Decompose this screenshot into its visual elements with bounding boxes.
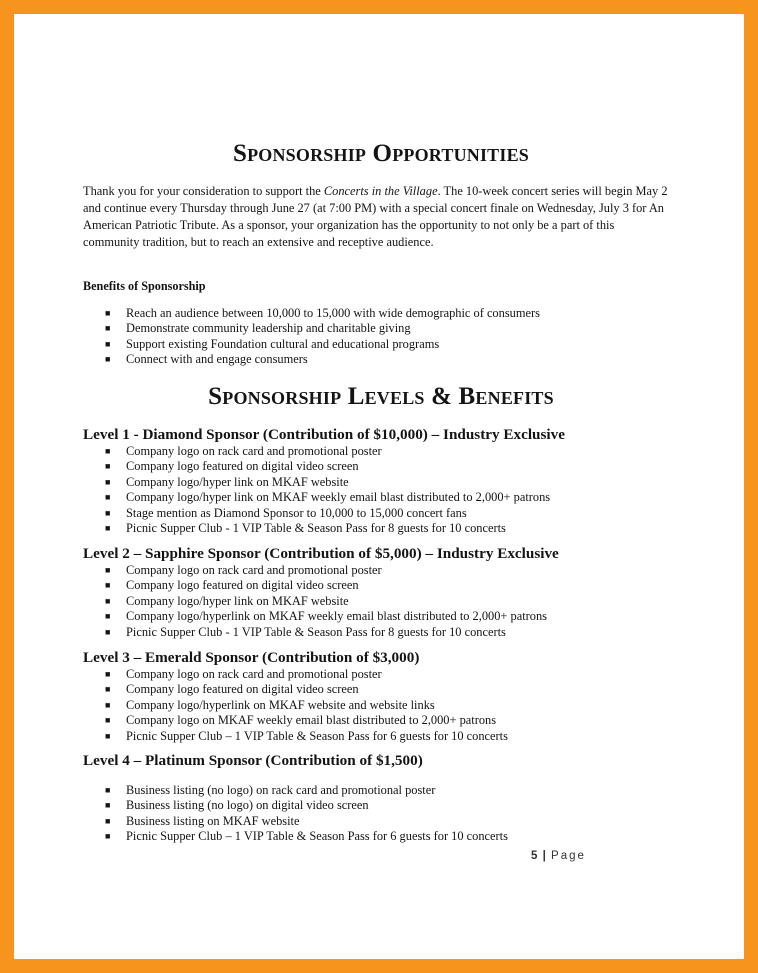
list-item [83,667,683,682]
list-item [83,798,683,813]
list-item [83,444,683,459]
list-item [83,814,683,829]
benefits-list [83,306,683,368]
square-bullet-icon: ■ [105,669,111,679]
list-item-text: Demonstrate community leadership and charitable giving [126,321,411,336]
square-bullet-icon: ■ [105,626,111,637]
list-item [83,682,683,697]
square-bullet-icon: ■ [105,831,111,842]
list-item-text: Picnic Supper Club - 1 VIP Table & Season Pass for 8 guests for 10 concerts [126,624,506,639]
list-item [83,713,683,728]
list-item-text: Picnic Supper Club - 1 VIP Table & Season Pass for 8 guests for 10 concerts [126,521,506,536]
list-item [83,490,683,505]
list-item-text: Company logo featured on digital video screen [126,578,359,593]
event-name: Concerts in the Village [323,184,438,198]
footer-separator: | [542,850,546,862]
list-item [83,594,683,609]
level-4-heading: Level 4 – Platinum Sponsor (Contribution of $1,500) [83,752,423,769]
level-2-list [83,563,683,640]
list-item-text: Company logo/hyper link on MKAF website [126,593,349,608]
square-bullet-icon: ■ [105,308,111,318]
square-bullet-icon: ■ [105,523,111,534]
levels-title: Sponsorship Levels & Benefits [208,383,554,410]
list-item-text: Company logo/hyper link on MKAF weekly email blast distributed to 2,000+ patrons [126,490,551,505]
list-item-text: Company logo featured on digital video screen [126,459,359,474]
list-item [83,563,683,578]
list-item [83,729,683,744]
list-item-text: Company logo on rack card and promotional poster [126,563,382,577]
square-bullet-icon: ■ [105,611,111,622]
list-item [83,578,683,593]
square-bullet-icon: ■ [105,354,111,365]
square-bullet-icon: ■ [105,715,111,726]
intro-paragraph [83,183,668,251]
square-bullet-icon: ■ [105,446,111,456]
square-bullet-icon: ■ [105,338,111,349]
list-item-text: Business listing (no logo) on rack card and promotional poster [126,783,436,797]
level-4-list [83,783,683,845]
square-bullet-icon: ■ [105,323,111,334]
list-item-text: Picnic Supper Club – 1 VIP Table & Season Pass for 6 guests for 10 concerts [126,829,508,844]
list-item-text: Company logo/hyperlink on MKAF weekly email blast distributed to 2,000+ patrons [126,609,547,624]
square-bullet-icon: ■ [105,815,111,826]
list-item [83,306,683,321]
list-item-text: Company logo on MKAF weekly email blast distributed to 2,000+ patrons [126,713,497,728]
level-3-list [83,667,683,744]
square-bullet-icon: ■ [105,800,111,811]
square-bullet-icon: ■ [105,565,111,575]
list-item [83,506,683,521]
list-item [83,829,683,844]
page-number: 5 [531,850,538,862]
list-item [83,337,683,352]
list-item-text: Support existing Foundation cultural and educational programs [126,336,440,351]
page-footer [531,850,586,862]
square-bullet-icon: ■ [105,507,111,518]
list-item-text: Business listing on MKAF website [126,813,300,828]
square-bullet-icon: ■ [105,461,111,472]
list-item-text: Business listing (no logo) on digital video screen [126,798,369,813]
square-bullet-icon: ■ [105,492,111,503]
list-item-text: Connect with and engage consumers [126,352,308,367]
square-bullet-icon: ■ [105,730,111,741]
list-item [83,698,683,713]
list-item-text: Company logo featured on digital video screen [126,682,359,697]
list-item-text: Picnic Supper Club – 1 VIP Table & Season Pass for 6 guests for 10 concerts [126,728,508,743]
benefits-heading: Benefits of Sponsorship [83,279,206,293]
list-item-text: Stage mention as Diamond Sponsor to 10,000 to 15,000 concert fans [126,505,467,520]
list-item [83,609,683,624]
page-title: Sponsorship Opportunities [232,140,529,167]
level-1-list [83,444,683,536]
level-2-heading: Level 2 – Sapphire Sponsor (Contribution of $5,000) – Industry Exclusive [83,545,559,562]
level-3-heading: Level 3 – Emerald Sponsor (Contribution of $3,000) [83,649,420,666]
list-item-text: Company logo on rack card and promotional poster [126,444,382,458]
page-label: Page [551,850,586,862]
list-item-text: Company logo/hyper link on MKAF website [126,474,349,489]
list-item [83,625,683,640]
square-bullet-icon: ■ [105,476,111,487]
list-item [83,321,683,336]
list-item [83,475,683,490]
level-1-heading: Level 1 - Diamond Sponsor (Contribution of $10,000) – Industry Exclusive [83,426,565,443]
intro-text-before: Thank you for your consideration to support the [83,184,324,198]
square-bullet-icon: ■ [105,580,111,591]
square-bullet-icon: ■ [105,699,111,710]
list-item [83,459,683,474]
list-item-text: Company logo on rack card and promotional poster [126,667,382,681]
list-item-text: Reach an audience between 10,000 to 15,000 with wide demographic of consumers [126,306,540,320]
square-bullet-icon: ■ [105,684,111,695]
intro-text-after: . The 10-week concert series will begin May 2 and continue every Thursday through June 27 (at 7:00 PM) with a special concert finale on Wednesday, July 3 for An American Patriotic Tribute. As a sponsor, your organization has the opportunity to not only be a part of this community tradition, but to reach an extensive and receptive audience. [83,184,668,249]
list-item [83,352,683,367]
square-bullet-icon: ■ [105,785,111,795]
list-item [83,783,683,798]
list-item-text: Company logo/hyperlink on MKAF website and website links [126,697,435,712]
square-bullet-icon: ■ [105,595,111,606]
list-item [83,521,683,536]
